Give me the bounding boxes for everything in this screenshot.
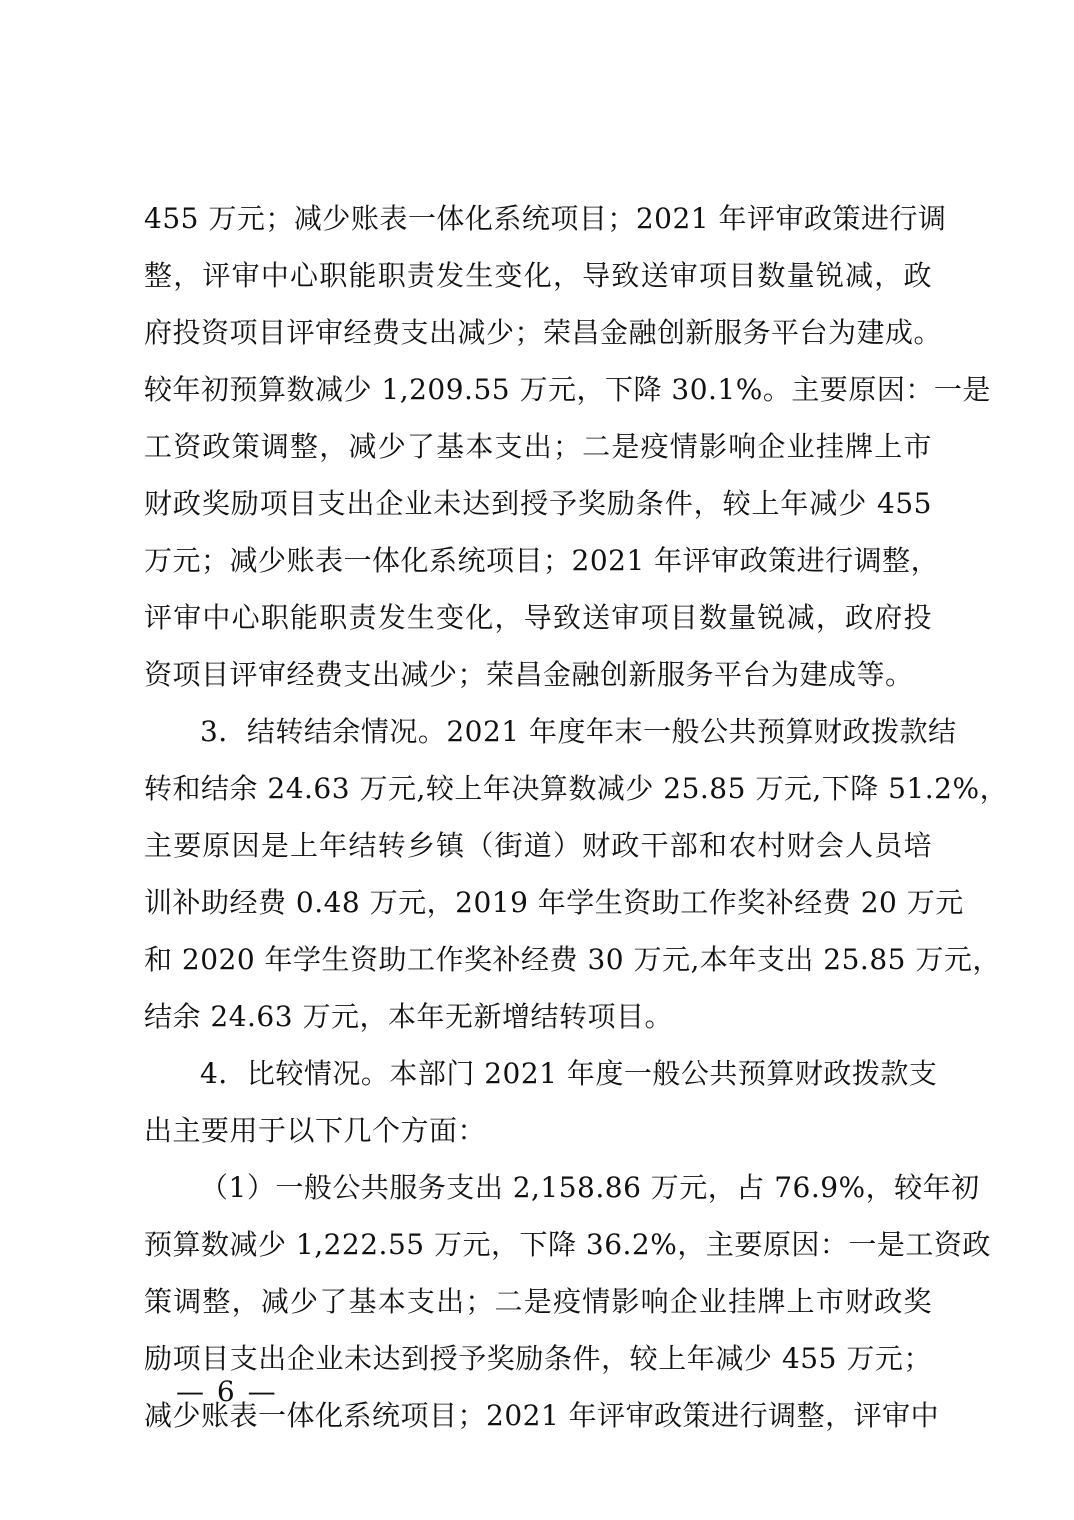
text-line-19: 预算数减少 1,222.55 万元，下降 36.2%，主要原因：一是工资政	[144, 1228, 991, 1261]
text-line-15: 结余 24.63 万元，本年无新增结转项目。	[144, 1000, 673, 1033]
text-line-14: 和 2020 年学生资助工作奖补经费 30 万元,本年支出 25.85 万元，	[144, 943, 1001, 976]
text-line-4: 较年初预算数减少 1,209.55 万元，下降 30.1%。主要原因：一是	[144, 373, 991, 406]
text-line-12: 主要原因是上年结转乡镇（街道）财政干部和农村财会人员培	[144, 829, 932, 862]
text-line-5: 工资政策调整，减少了基本支出；二是疫情影响企业挂牌上市	[144, 430, 932, 463]
text-line-22: 减少账表一体化系统项目；2021 年评审政策进行调整，评审中	[144, 1399, 940, 1432]
text-line-21: 励项目支出企业未达到授予奖励条件，较上年减少 455 万元；	[144, 1342, 932, 1375]
text-line-20: 策调整，减少了基本支出；二是疫情影响企业挂牌上市财政奖	[144, 1285, 932, 1318]
text-line-2: 整，评审中心职能职责发生变化，导致送审项目数量锐减，政	[144, 259, 932, 292]
section-3-heading-line: 3．结转结余情况。2021 年度年末一般公共预算财政拨款结	[200, 715, 957, 748]
text-line-7: 万元；减少账表一体化系统项目；2021 年评审政策进行调整，	[144, 544, 940, 577]
text-line-17: 出主要用于以下几个方面：	[144, 1114, 487, 1147]
text-line-1: 455 万元；减少账表一体化系统项目；2021 年评审政策进行调	[144, 202, 947, 235]
section-4-heading-line: 4．比较情况。本部门 2021 年度一般公共预算财政拨款支	[200, 1057, 938, 1090]
text-line-3: 府投资项目评审经费支出减少；荣昌金融创新服务平台为建成。	[144, 316, 943, 349]
text-line-8: 评审中心职能职责发生变化，导致送审项目数量锐减，政府投	[144, 601, 932, 634]
page-number: — 6 —	[176, 1375, 278, 1408]
text-line-6: 财政奖励项目支出企业未达到授予奖励条件，较上年减少 455	[144, 487, 932, 520]
body-text	[144, 190, 1009, 1444]
text-line-9: 资项目评审经费支出减少；荣昌金融创新服务平台为建成等。	[144, 658, 914, 691]
item-1-line: （1）一般公共服务支出 2,158.86 万元，占 76.9%，较年初	[200, 1171, 980, 1204]
text-line-13: 训补助经费 0.48 万元，2019 年学生资助工作奖补经费 20 万元	[144, 886, 964, 919]
text-line-11: 转和结余 24.63 万元,较上年决算数减少 25.85 万元,下降 51.2%，	[144, 772, 1009, 805]
